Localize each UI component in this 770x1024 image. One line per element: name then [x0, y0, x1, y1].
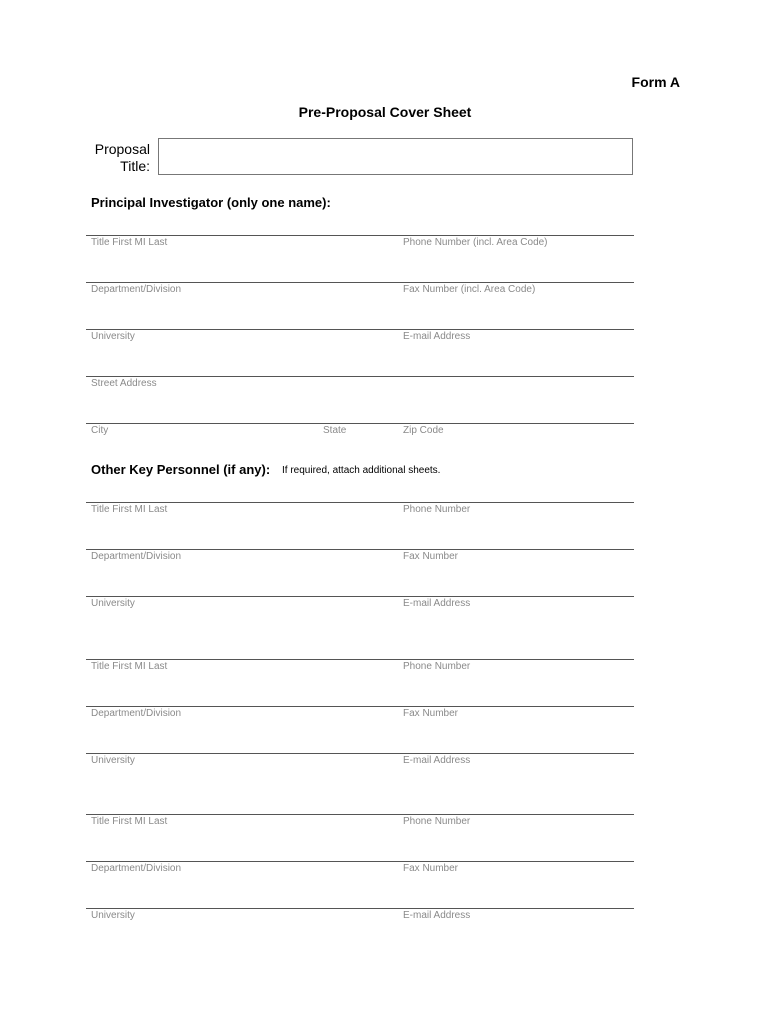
pi-name-line[interactable]: [86, 235, 634, 236]
personnel-3-fax-label: Fax Number: [403, 863, 459, 874]
personnel-1-university-line[interactable]: [86, 596, 634, 597]
personnel-3-department-line[interactable]: [86, 861, 634, 862]
pi-state-label: State: [323, 425, 347, 436]
pi-zip-label: Zip Code: [403, 425, 444, 436]
form-id: Form A: [631, 74, 680, 90]
personnel-3-name-label: Title First MI Last: [91, 816, 168, 827]
proposal-title-label-line2: Title:: [120, 158, 150, 174]
pi-department-line[interactable]: [86, 282, 634, 283]
pi-university-label: University: [91, 331, 135, 342]
personnel-1-department-label: Department/Division: [91, 551, 182, 562]
pi-fax-label: Fax Number (incl. Area Code): [403, 284, 536, 295]
pi-street-line[interactable]: [86, 376, 634, 377]
personnel-2-fax-label: Fax Number: [403, 708, 459, 719]
personnel-3-email-label: E-mail Address: [403, 910, 471, 921]
personnel-1-department-line[interactable]: [86, 549, 634, 550]
personnel-section-note: If required, attach additional sheets.: [282, 465, 441, 476]
pi-street-label: Street Address: [91, 378, 157, 389]
pi-city-label: City: [91, 425, 109, 436]
personnel-1-name-line[interactable]: [86, 502, 634, 503]
personnel-3-university-label: University: [91, 910, 135, 921]
personnel-2-university-line[interactable]: [86, 753, 634, 754]
personnel-2-department-line[interactable]: [86, 706, 634, 707]
pi-department-label: Department/Division: [91, 284, 182, 295]
personnel-3-department-label: Department/Division: [91, 863, 182, 874]
personnel-2-phone-label: Phone Number: [403, 661, 471, 672]
personnel-1-phone-label: Phone Number: [403, 504, 471, 515]
personnel-2-university-label: University: [91, 755, 135, 766]
pi-university-line[interactable]: [86, 329, 634, 330]
pi-email-label: E-mail Address: [403, 331, 471, 342]
personnel-3-name-line[interactable]: [86, 814, 634, 815]
proposal-title-label-line1: Proposal: [94, 141, 150, 157]
pi-name-label: Title First MI Last: [91, 237, 168, 248]
personnel-1-fax-label: Fax Number: [403, 551, 459, 562]
personnel-2-name-line[interactable]: [86, 659, 634, 660]
personnel-1-university-label: University: [91, 598, 135, 609]
pi-city-line[interactable]: [86, 423, 634, 424]
pi-section-heading: Principal Investigator (only one name):: [91, 195, 331, 210]
personnel-3-phone-label: Phone Number: [403, 816, 471, 827]
personnel-1-name-label: Title First MI Last: [91, 504, 168, 515]
personnel-2-name-label: Title First MI Last: [91, 661, 168, 672]
proposal-title-label: [84, 141, 150, 175]
personnel-2-email-label: E-mail Address: [403, 755, 471, 766]
personnel-1-email-label: E-mail Address: [403, 598, 471, 609]
personnel-section-heading: Other Key Personnel (if any):: [91, 462, 271, 477]
page-title: Pre-Proposal Cover Sheet: [298, 104, 472, 120]
pi-phone-label: Phone Number (incl. Area Code): [403, 237, 548, 248]
personnel-3-university-line[interactable]: [86, 908, 634, 909]
proposal-title-input[interactable]: [158, 138, 633, 175]
personnel-2-department-label: Department/Division: [91, 708, 182, 719]
